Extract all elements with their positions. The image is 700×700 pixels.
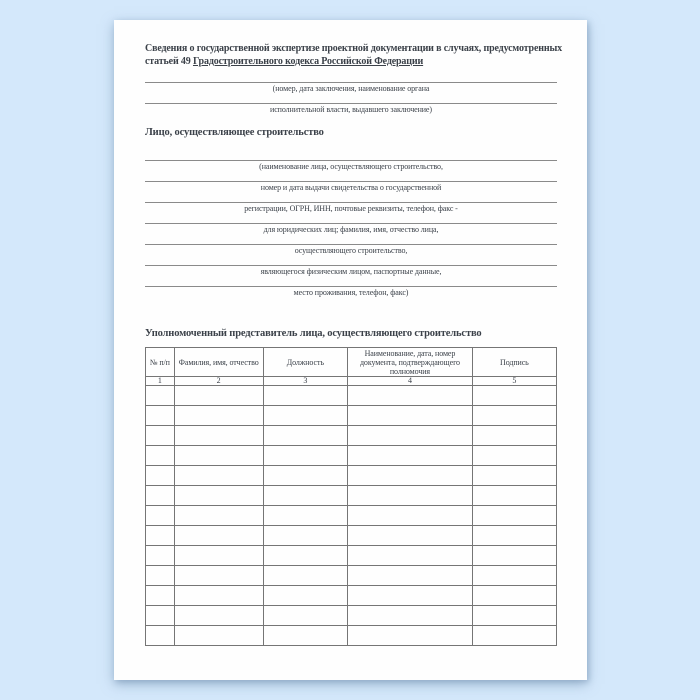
- table-cell: [348, 486, 473, 506]
- table-cell: [263, 406, 348, 426]
- table-cell: [472, 606, 556, 626]
- codex-link[interactable]: Градостроительного кодекса Российской Федерации: [192, 56, 424, 67]
- table-cell: [348, 546, 473, 566]
- table-header-cell: № п/п: [146, 348, 175, 377]
- builder-section-heading: Лицо, осуществляющее строительство: [145, 127, 324, 138]
- table-cell: [174, 566, 263, 586]
- table-row: [146, 486, 557, 506]
- table-row: [146, 586, 557, 606]
- field-caption: регистрации, ОГРН, ИНН, почтовые реквизиты, телефон, факс -: [244, 204, 458, 213]
- form-field: [145, 68, 557, 93]
- representatives-table-body: [146, 386, 557, 646]
- table-header-cell: Фамилия, имя, отчество: [174, 348, 263, 377]
- table-cell: [348, 426, 473, 446]
- table-cell: [263, 506, 348, 526]
- field-caption: (наименование лица, осуществляющего строительство,: [259, 162, 443, 171]
- table-cell: [146, 626, 175, 646]
- table-cell: [146, 446, 175, 466]
- table-cell: [348, 386, 473, 406]
- field-caption: место проживания, телефон, факс): [293, 288, 409, 297]
- table-cell: [263, 606, 348, 626]
- blank-field-line: [145, 138, 557, 161]
- table-header-cell: Должность: [263, 348, 348, 377]
- column-number-cell: 4: [348, 377, 473, 386]
- form-field: [145, 192, 557, 213]
- table-cell: [263, 586, 348, 606]
- form-field: [145, 213, 557, 234]
- blank-field-line: [145, 68, 557, 83]
- builder-fields: [145, 138, 557, 297]
- form-field: [145, 171, 557, 192]
- representatives-table: [145, 347, 557, 646]
- table-cell: [146, 486, 175, 506]
- table-cell: [146, 566, 175, 586]
- table-cell: [472, 586, 556, 606]
- form-field: [145, 93, 557, 114]
- table-cell: [263, 486, 348, 506]
- table-cell: [348, 446, 473, 466]
- table-cell: [263, 526, 348, 546]
- table-cell: [146, 426, 175, 446]
- table-cell: [472, 626, 556, 646]
- table-cell: [146, 506, 175, 526]
- blank-field-line: [145, 255, 557, 266]
- table-cell: [263, 386, 348, 406]
- table-cell: [174, 626, 263, 646]
- table-row: [146, 526, 557, 546]
- blank-field-line: [145, 93, 557, 104]
- expertise-fields: [145, 68, 557, 114]
- table-cell: [472, 546, 556, 566]
- table-row: [146, 606, 557, 626]
- document-page: [114, 20, 587, 680]
- table-cell: [472, 566, 556, 586]
- blank-field-line: [145, 192, 557, 203]
- form-field: [145, 255, 557, 276]
- table-cell: [263, 546, 348, 566]
- table-cell: [146, 546, 175, 566]
- table-row: [146, 566, 557, 586]
- table-cell: [174, 466, 263, 486]
- column-numbers-row: [146, 377, 557, 386]
- table-cell: [348, 566, 473, 586]
- table-cell: [174, 486, 263, 506]
- form-field: [145, 276, 557, 297]
- table-cell: [174, 426, 263, 446]
- field-caption: осуществляющего строительство,: [294, 246, 408, 255]
- column-number-cell: 3: [263, 377, 348, 386]
- table-cell: [146, 526, 175, 546]
- table-cell: [472, 426, 556, 446]
- blank-field-line: [145, 234, 557, 245]
- table-row: [146, 426, 557, 446]
- table-row: [146, 626, 557, 646]
- representatives-table-head: [146, 348, 557, 386]
- document-title: [145, 42, 562, 68]
- table-cell: [174, 386, 263, 406]
- table-row: [146, 506, 557, 526]
- table-cell: [146, 386, 175, 406]
- table-cell: [263, 426, 348, 446]
- table-cell: [348, 586, 473, 606]
- field-caption: (номер, дата заключения, наименование органа: [272, 84, 430, 93]
- table-cell: [174, 526, 263, 546]
- table-cell: [263, 626, 348, 646]
- table-cell: [472, 386, 556, 406]
- column-number-cell: 1: [146, 377, 175, 386]
- representative-section-heading: Уполномоченный представитель лица, осуществляющего строительство: [145, 328, 482, 339]
- table-cell: [472, 526, 556, 546]
- table-cell: [348, 466, 473, 486]
- table-cell: [348, 526, 473, 546]
- table-cell: [348, 506, 473, 526]
- table-header-cell: Наименование, дата, номер документа, подтверждающего полномочия: [348, 348, 473, 377]
- table-cell: [174, 546, 263, 566]
- table-cell: [472, 466, 556, 486]
- table-cell: [348, 606, 473, 626]
- blank-field-line: [145, 276, 557, 287]
- form-field: [145, 138, 557, 171]
- table-cell: [174, 606, 263, 626]
- table-header-row: [146, 348, 557, 377]
- blank-field-line: [145, 213, 557, 224]
- field-caption: номер и дата выдачи свидетельства о государственной: [260, 183, 442, 192]
- table-cell: [348, 626, 473, 646]
- table-cell: [472, 406, 556, 426]
- blank-field-line: [145, 171, 557, 182]
- table-cell: [146, 466, 175, 486]
- title-line-1: Сведения о государственной экспертизе проектной документации в случаях, предусмотренных: [145, 43, 562, 54]
- table-cell: [174, 406, 263, 426]
- table-cell: [472, 446, 556, 466]
- column-number-cell: 2: [174, 377, 263, 386]
- table-cell: [472, 486, 556, 506]
- table-row: [146, 546, 557, 566]
- field-caption: исполнительной власти, выдавшего заключение): [270, 105, 432, 114]
- field-caption: для юридических лиц; фамилия, имя, отчество лица,: [263, 225, 439, 234]
- table-cell: [348, 406, 473, 426]
- table-row: [146, 406, 557, 426]
- table-row: [146, 446, 557, 466]
- table-cell: [146, 586, 175, 606]
- table-cell: [174, 506, 263, 526]
- form-field: [145, 234, 557, 255]
- field-caption: являющегося физическим лицом, паспортные данные,: [260, 267, 442, 276]
- table-cell: [263, 446, 348, 466]
- table-cell: [174, 446, 263, 466]
- table-cell: [146, 606, 175, 626]
- column-number-cell: 5: [472, 377, 556, 386]
- table-row: [146, 466, 557, 486]
- table-header-cell: Подпись: [472, 348, 556, 377]
- table-cell: [174, 586, 263, 606]
- table-cell: [472, 506, 556, 526]
- table-cell: [263, 466, 348, 486]
- table-row: [146, 386, 557, 406]
- table-cell: [263, 566, 348, 586]
- title-line-2-prefix: статьей 49: [145, 56, 193, 67]
- table-cell: [146, 406, 175, 426]
